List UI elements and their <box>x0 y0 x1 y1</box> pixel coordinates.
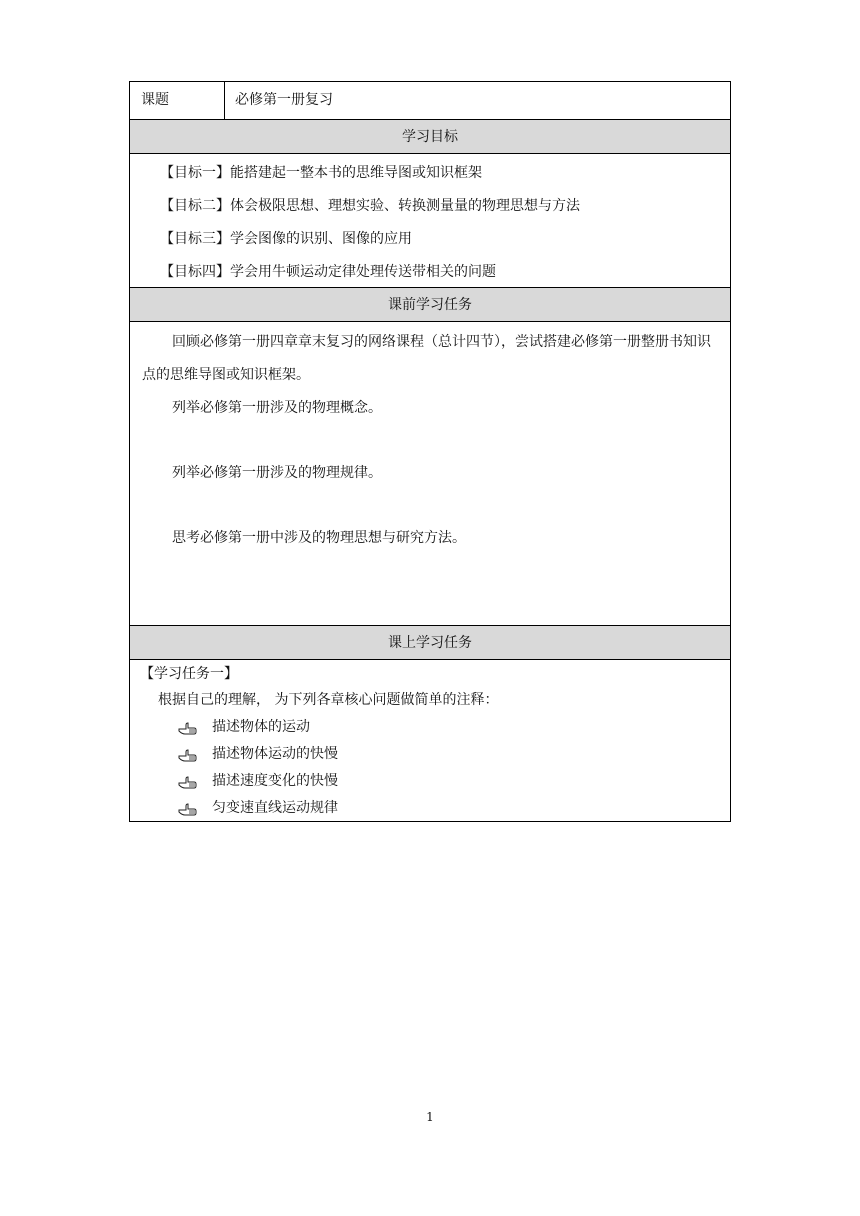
in-class-section <box>130 659 730 821</box>
task-one-title: 【学习任务一】 <box>140 666 238 682</box>
pointing-hand-icon <box>178 748 198 762</box>
goals-section <box>130 153 730 287</box>
pre-class-item: 列举必修第一册涉及的物理规律。 <box>172 465 382 481</box>
task-one-intro: 根据自己的理解， 为下列各章核心问题做简单的注释： <box>158 692 499 708</box>
task-one-bullet <box>140 741 722 768</box>
pre-class-section <box>130 321 730 625</box>
goal-item: 【目标二】体会极限思想、理想实验、转换测量量的物理思想与方法 <box>160 198 580 214</box>
page-number: 1 <box>426 1110 434 1124</box>
in-class-header: 课上学习任务 <box>130 625 730 659</box>
bullet-text: 描述物体运动的快慢 <box>212 746 338 762</box>
goal-item: 【目标四】学会用牛顿运动定律处理传送带相关的问题 <box>160 264 496 280</box>
pointing-hand-icon <box>178 775 198 789</box>
goals-header: 学习目标 <box>130 119 730 153</box>
task-one-bullet <box>140 714 722 741</box>
lesson-plan-table <box>129 81 731 822</box>
title-row <box>130 82 730 119</box>
pre-class-header: 课前学习任务 <box>130 287 730 321</box>
title-label: 课题 <box>130 82 225 119</box>
pointing-hand-icon <box>178 802 198 816</box>
bullet-text: 描述速度变化的快慢 <box>212 773 338 789</box>
pre-class-item: 思考必修第一册中涉及的物理思想与研究方法。 <box>172 530 466 546</box>
goal-item: 【目标一】能搭建起一整本书的思维导图或知识框架 <box>160 165 482 181</box>
pre-class-item: 列举必修第一册涉及的物理概念。 <box>172 400 382 416</box>
goal-item: 【目标三】学会图像的识别、图像的应用 <box>160 231 412 247</box>
pointing-hand-icon <box>178 721 198 735</box>
bullet-text: 匀变速直线运动规律 <box>212 800 338 816</box>
task-one-bullet <box>140 768 722 795</box>
title-value: 必修第一册复习 <box>235 92 333 108</box>
bullet-text: 描述物体的运动 <box>212 719 310 735</box>
pre-class-paragraph: 回顾必修第一册四章章末复习的网络课程（总计四节），尝试搭建必修第一册整册书知识点的思维导图或知识框架。 <box>142 334 711 383</box>
task-one-bullet <box>140 795 722 822</box>
